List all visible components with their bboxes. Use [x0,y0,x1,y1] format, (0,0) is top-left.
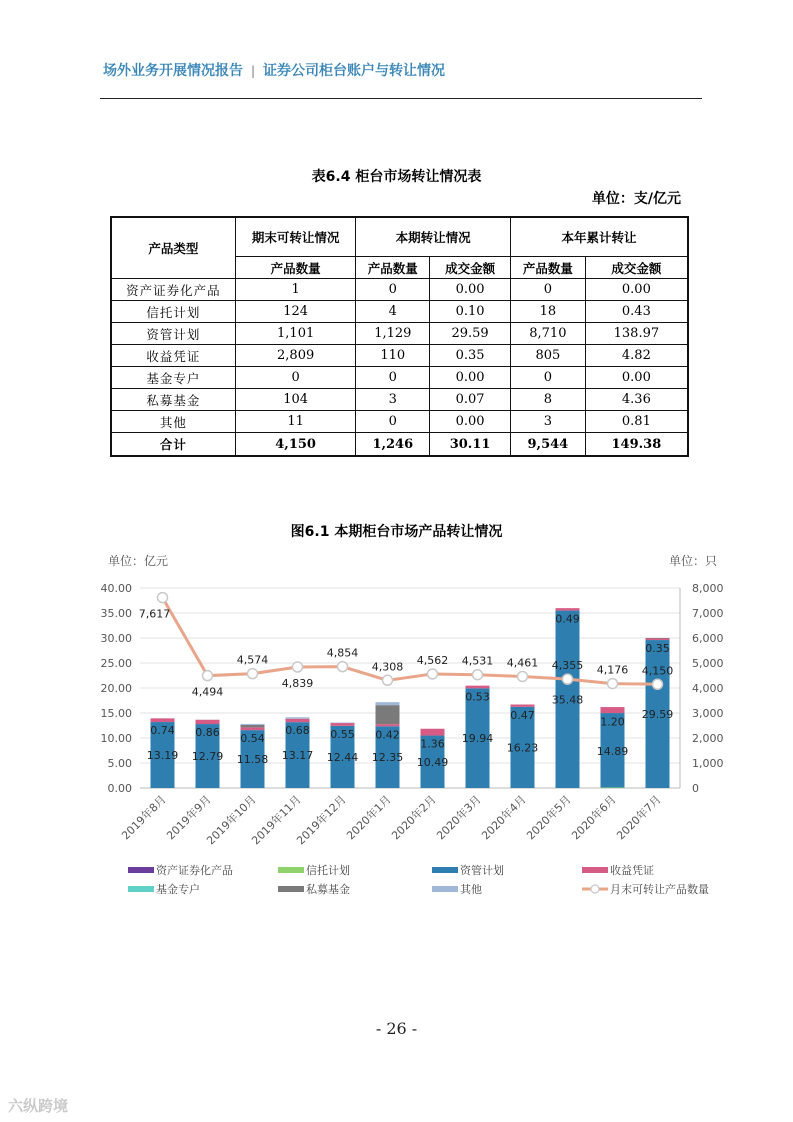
bar-top-label: 0.49 [555,612,580,626]
x-tick-label: 2020年2月 [389,792,439,843]
transfer-chart [0,540,793,910]
x-tick-label: 2020年3月 [434,792,484,843]
bar-segment [376,702,400,705]
legend-label: 其他 [460,883,482,896]
y2-tick-label: 4,000 [692,682,724,695]
x-tick-label: 2020年6月 [569,792,619,843]
bar-data-label: 10.49 [416,755,449,769]
line-point [248,669,258,679]
page-header [103,60,445,80]
header-section-title: 证券公司柜台账户与转让情况 [263,63,446,79]
row-product-type: 信托计划 [111,301,235,323]
table-cell: 8 [510,389,585,411]
bar-segment [376,705,400,724]
row-product-type: 私募基金 [111,389,235,411]
line-data-label: 4,531 [461,654,494,668]
bar-data-label: 35.48 [551,693,584,707]
line-point [338,662,348,672]
y2-tick-label: 0 [692,782,699,795]
table-cell: 4.36 [585,389,688,411]
table-cell: 0 [510,279,585,301]
legend-swatch [278,867,304,873]
transfer-table [110,216,689,457]
legend-swatch [278,886,304,892]
line-data-label: 4,854 [326,646,359,660]
table-row [111,411,688,433]
line-point [518,671,528,681]
left-axis-unit: 单位：亿元 [108,554,169,568]
bar-data-label: 12.35 [371,751,404,765]
legend-label: 信托计划 [306,864,350,877]
line-data-label: 4,494 [191,685,224,699]
legend-swatch [432,886,458,892]
table-cell: 3 [510,411,585,433]
sub-count: 产品数量 [235,257,356,279]
row-product-type: 其他 [111,411,235,433]
table-row [111,367,688,389]
bar-segment [331,723,355,726]
table-cell: 29.59 [430,323,511,345]
table-row [111,389,688,411]
table-cell: 0 [356,367,430,389]
bar-segment [376,724,400,726]
table-cell: 0.00 [585,279,688,301]
legend-swatch [128,867,154,873]
table-row [111,345,688,367]
y-tick-label: 35.00 [100,607,132,620]
table-cell: 0.00 [430,279,511,301]
total-cell: 9,544 [510,433,585,457]
table-cell: 0.43 [585,301,688,323]
bar-segment [286,719,310,722]
line-data-label: 4,574 [236,653,269,667]
line-point [653,679,663,689]
header-separator: | [251,64,256,78]
sub-amount: 成交金额 [430,257,511,279]
legend-label: 资产证券化产品 [156,864,233,877]
watermark-logo: 六纵跨境 [8,1097,69,1115]
bar-segment [556,608,580,610]
row-product-type: 资产证券化产品 [111,279,235,301]
table-cell: 2,809 [235,345,356,367]
table-row [111,279,688,301]
bar-data-label: 12.44 [326,750,359,764]
total-cell: 合计 [111,433,235,457]
table-cell: 110 [356,345,430,367]
table-cell: 805 [510,345,585,367]
table-total-row [111,433,688,457]
bar-data-label: 12.79 [191,750,224,764]
y-tick-label: 40.00 [100,582,132,595]
line-data-label: 4,308 [371,660,404,674]
y-tick-label: 5.00 [107,757,132,770]
table-cell: 0.35 [430,345,511,367]
x-tick-label: 2020年7月 [614,792,664,843]
line-point [473,670,483,680]
group-current-period: 本期转让情况 [356,217,511,257]
table-cell: 1,129 [356,323,430,345]
bar-segment [286,717,310,719]
bar-segment [601,788,625,789]
legend-label: 私募基金 [306,883,350,896]
y-tick-label: 15.00 [100,707,132,720]
x-tick-label: 2019年10月 [204,792,259,848]
bar-segment [196,720,220,724]
legend-swatch [128,886,154,892]
table-cell: 11 [235,411,356,433]
bar-top-label: 0.68 [285,724,310,738]
table-row [111,301,688,323]
sub-amount: 成交金额 [585,257,688,279]
row-product-type: 收益凭证 [111,345,235,367]
page-number: - 26 - [375,1019,418,1038]
bar-segment [421,729,445,736]
line-data-label: 4,839 [281,677,314,691]
right-axis-unit: 单位：只 [668,554,717,568]
y-tick-label: 25.00 [100,657,132,670]
total-cell: 4,150 [235,433,356,457]
total-cell: 1,246 [356,433,430,457]
table-cell: 3 [356,389,430,411]
x-tick-label: 2019年11月 [249,792,304,848]
y-tick-label: 0.00 [107,782,132,795]
legend-swatch [432,867,458,873]
bar-top-label: 0.53 [465,690,490,704]
table-cell: 0.00 [430,411,511,433]
bar-data-label: 13.17 [281,749,314,763]
bar-top-label: 0.47 [510,708,535,722]
bar-segment [151,718,175,722]
table-cell: 0.07 [430,389,511,411]
table-title: 表6.4 柜台市场转让情况表 [311,169,482,185]
table-cell: 0.81 [585,411,688,433]
sub-count: 产品数量 [510,257,585,279]
bar-segment [241,725,265,728]
table-unit: 单位：支/亿元 [591,191,681,207]
y2-tick-label: 2,000 [692,732,724,745]
table-cell: 0.00 [430,367,511,389]
table-cell: 18 [510,301,585,323]
bar-top-label: 0.74 [150,724,175,738]
bar-segment [466,686,490,689]
bar-segment [601,707,625,713]
y2-tick-label: 6,000 [692,632,724,645]
bar-segment [241,727,265,730]
y2-tick-label: 5,000 [692,657,724,670]
y-tick-label: 20.00 [100,682,132,695]
x-tick-label: 2019年8月 [119,792,169,843]
table-row [111,323,688,345]
table-cell: 124 [235,301,356,323]
table-cell: 1 [235,279,356,301]
group-year-to-date: 本年累计转让 [510,217,688,257]
bar-data-label: 11.58 [236,753,269,767]
bar-data-label: 19.94 [461,732,494,746]
x-tick-label: 2019年12月 [294,792,349,848]
table-cell: 4.82 [585,345,688,367]
line-point [203,671,213,681]
header-rule [100,98,702,99]
y2-tick-label: 8,000 [692,582,724,595]
line-point [428,669,438,679]
legend-label: 基金专户 [156,883,200,896]
bar-top-label: 0.86 [195,726,220,740]
line-data-label: 7,617 [138,607,171,621]
table-cell: 0 [356,279,430,301]
legend-label: 资管计划 [460,864,504,877]
table-cell: 0 [356,411,430,433]
bar-top-label: 1.20 [600,715,625,729]
line-data-label: 4,150 [641,664,674,678]
line-data-label: 4,355 [551,659,584,673]
total-cell: 149.38 [585,433,688,457]
line-data-label: 4,461 [506,656,539,670]
bar-top-label: 0.55 [330,727,355,741]
y-tick-label: 30.00 [100,632,132,645]
table-cell: 1,101 [235,323,356,345]
line-series [163,598,658,685]
bar-top-label: 0.42 [375,728,400,742]
table-cell: 0.10 [430,301,511,323]
bar-segment [331,723,355,724]
figure-title: 图6.1 本期柜台市场产品转让情况 [290,524,503,540]
table-cell: 8,710 [510,323,585,345]
sub-count: 产品数量 [356,257,430,279]
x-tick-label: 2020年5月 [524,792,574,843]
bar-data-label: 13.19 [146,749,179,763]
bar-segment [241,724,265,725]
legend-label: 收益凭证 [610,864,654,877]
y2-tick-label: 7,000 [692,607,724,620]
table-cell: 0 [510,367,585,389]
bar-top-label: 0.35 [645,642,670,656]
y-tick-label: 10.00 [100,732,132,745]
x-tick-label: 2020年4月 [479,792,529,843]
total-cell: 30.11 [430,433,511,457]
line-data-label: 4,176 [596,663,629,677]
bar-top-label: 1.36 [420,737,445,751]
bar-data-label: 14.89 [596,744,629,758]
header-report-title: 场外业务开展情况报告 [103,63,243,79]
table-cell: 0 [235,367,356,389]
bar-top-label: 0.54 [240,732,265,746]
legend-swatch [582,867,608,873]
legend-line-marker [591,885,599,893]
table-cell: 104 [235,389,356,411]
table-body [111,279,688,433]
legend-label: 月末可转让产品数量 [610,883,709,896]
table-cell: 0.00 [585,367,688,389]
line-point [383,675,393,685]
bar-data-label: 29.59 [641,708,674,722]
col-product-type: 产品类型 [111,217,235,279]
x-tick-label: 2020年1月 [344,792,394,843]
table-cell: 138.97 [585,323,688,345]
table-cell: 4 [356,301,430,323]
line-point [563,674,573,684]
row-product-type: 资管计划 [111,323,235,345]
y2-tick-label: 1,000 [692,757,724,770]
bar-segment [511,705,535,707]
line-point [608,679,618,689]
y2-tick-label: 3,000 [692,707,724,720]
line-point [293,662,303,672]
group-end-period: 期末可转让情况 [235,217,356,257]
row-product-type: 基金专户 [111,367,235,389]
x-tick-label: 2019年9月 [164,792,214,843]
line-data-label: 4,562 [416,653,449,667]
line-point [158,593,168,603]
bar-segment [646,638,670,639]
bar-segment [646,638,670,640]
bar-data-label: 16.23 [506,741,539,755]
